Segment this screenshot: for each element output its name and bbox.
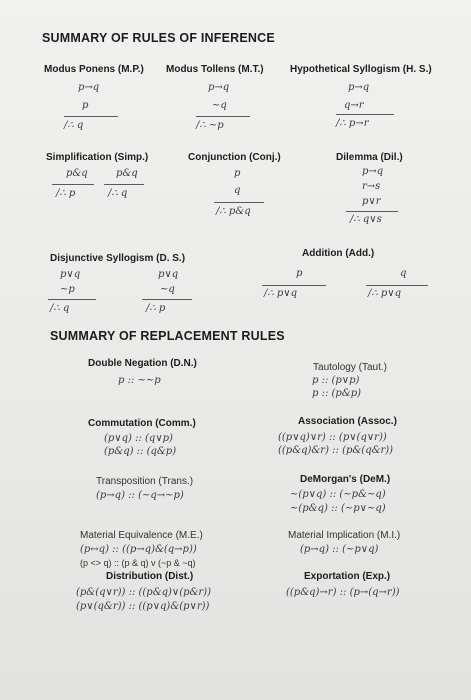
conjunction-premise-2: q	[234, 185, 241, 196]
disjunctive-syllogism-a-premise-1: p∨q	[60, 269, 81, 280]
hypothetical-syllogism-premise-2: q→r	[344, 100, 364, 111]
conjunction-rule-line	[214, 202, 264, 203]
dilemma-premise-3: p∨r	[362, 196, 381, 207]
simplification-heading: Simplification (Simp.)	[46, 152, 149, 163]
simplification-b-rule-line	[104, 184, 144, 185]
dilemma-premise-2: r→s	[362, 181, 381, 192]
addition-a-conclusion: /∴ p∨q	[264, 288, 298, 299]
addition-a-premise: p	[296, 268, 303, 279]
distribution-rule-1: (p&(q∨r)) :: ((p&q)∨(p&r))	[76, 587, 212, 598]
modus-ponens-heading: Modus Ponens (M.P.)	[44, 64, 144, 75]
simplification-a-conclusion: /∴ p	[56, 188, 76, 199]
addition-b-conclusion: /∴ p∨q	[368, 288, 402, 299]
disjunctive-syllogism-b-rule-line	[142, 299, 192, 300]
tautology-heading: Tautology (Taut.)	[313, 362, 387, 373]
conjunction-heading: Conjunction (Conj.)	[188, 152, 281, 163]
disjunctive-syllogism-b-conclusion: /∴ p	[146, 303, 166, 314]
double-negation-rule: p :: ~~p	[118, 375, 161, 386]
hypothetical-syllogism-heading: Hypothetical Syllogism (H. S.)	[290, 64, 432, 75]
addition-b-premise: q	[400, 268, 407, 279]
distribution-rule-2: (p∨(q&r)) :: ((p∨q)&(p∨r))	[76, 601, 210, 612]
disjunctive-syllogism-heading: Disjunctive Syllogism (D. S.)	[50, 253, 186, 264]
simplification-a-premise: p&q	[66, 168, 88, 179]
hypothetical-syllogism-rule-line	[336, 114, 394, 115]
hypothetical-syllogism-premise-1: p→q	[348, 82, 370, 93]
disjunctive-syllogism-a-premise-2: ~p	[60, 284, 75, 295]
material-equivalence-rule-2: (p <> q) :: (p & q) v (~p & ~q)	[80, 558, 196, 568]
modus-tollens-heading: Modus Tollens (M.T.)	[166, 64, 264, 75]
inference-rules-title: SUMMARY OF RULES OF INFERENCE	[42, 31, 275, 45]
modus-tollens-premise-1: p→q	[208, 82, 230, 93]
conjunction-premise-1: p	[234, 168, 241, 179]
dilemma-rule-line	[346, 211, 398, 212]
material-implication-heading: Material Implication (M.I.)	[288, 530, 401, 541]
disjunctive-syllogism-a-conclusion: /∴ q	[50, 303, 70, 314]
association-rule-1: ((p∨q)∨r) :: (p∨(q∨r))	[278, 432, 387, 443]
dilemma-premise-1: p→q	[362, 166, 384, 177]
simplification-a-rule-line	[52, 184, 94, 185]
simplification-b-conclusion: /∴ q	[108, 188, 128, 199]
material-implication-rule: (p→q) :: (~p∨q)	[300, 544, 379, 555]
association-heading: Association (Assoc.)	[298, 416, 397, 427]
association-rule-2: ((p&q)&r) :: (p&(q&r))	[278, 445, 394, 456]
commutation-rule-2: (p&q) :: (q&p)	[104, 446, 177, 457]
dilemma-conclusion: /∴ q∨s	[350, 214, 382, 225]
modus-ponens-premise-1: p→q	[78, 82, 100, 93]
modus-ponens-conclusion: /∴ q	[64, 120, 84, 131]
commutation-heading: Commutation (Comm.)	[88, 418, 196, 429]
material-equivalence-rule-1: (p↔q) :: ((p→q)&(q→p))	[80, 544, 197, 555]
modus-tollens-conclusion: /∴ ~p	[196, 120, 224, 131]
addition-heading: Addition (Add.)	[302, 248, 375, 259]
distribution-heading: Distribution (Dist.)	[106, 571, 194, 582]
demorgans-rule-1: ~(p∨q) :: (~p&~q)	[290, 489, 386, 500]
exportation-heading: Exportation (Exp.)	[304, 571, 391, 582]
dilemma-heading: Dilemma (Dil.)	[336, 152, 403, 163]
modus-ponens-rule-line	[64, 116, 118, 117]
disjunctive-syllogism-b-premise-1: p∨q	[158, 269, 179, 280]
transposition-rule: (p→q) :: (~q→~p)	[96, 490, 184, 501]
simplification-b-premise: p&q	[116, 168, 138, 179]
transposition-heading: Transposition (Trans.)	[96, 476, 194, 487]
double-negation-heading: Double Negation (D.N.)	[88, 358, 197, 369]
hypothetical-syllogism-conclusion: /∴ p→r	[336, 118, 369, 129]
disjunctive-syllogism-b-premise-2: ~q	[160, 284, 175, 295]
tautology-rule-1: p :: (p∨p)	[312, 375, 360, 386]
material-equivalence-heading: Material Equivalence (M.E.)	[80, 530, 203, 541]
tautology-rule-2: p :: (p&p)	[312, 388, 362, 399]
exportation-rule: ((p&q)→r) :: (p→(q→r))	[286, 587, 400, 598]
modus-ponens-premise-2: p	[82, 100, 89, 111]
modus-tollens-rule-line	[196, 116, 250, 117]
addition-a-rule-line	[262, 285, 326, 286]
demorgans-rule-2: ~(p&q) :: (~p∨~q)	[290, 503, 386, 514]
replacement-rules-title: SUMMARY OF REPLACEMENT RULES	[50, 329, 285, 343]
addition-b-rule-line	[366, 285, 428, 286]
conjunction-conclusion: /∴ p&q	[216, 206, 251, 217]
modus-tollens-premise-2: ~q	[212, 100, 227, 111]
disjunctive-syllogism-a-rule-line	[48, 299, 96, 300]
demorgans-heading: DeMorgan's (DeM.)	[300, 474, 391, 485]
commutation-rule-1: (p∨q) :: (q∨p)	[104, 433, 173, 444]
